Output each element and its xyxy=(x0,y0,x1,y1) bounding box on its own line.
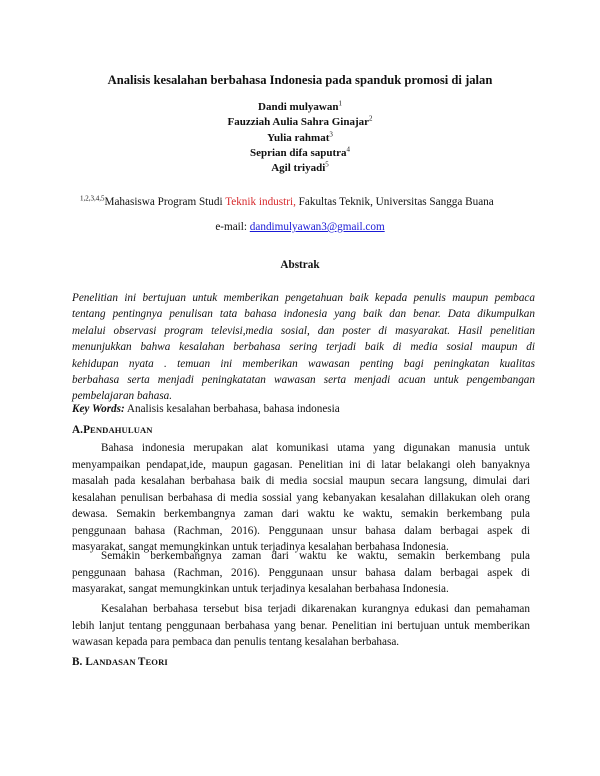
author-sup: 3 xyxy=(329,129,333,138)
affiliation-sup: 1,2,3,4,5 xyxy=(80,194,105,203)
paragraph-line: dewasa. Semakin berkembangnya zaman dari waktu ke waktu, semakin berkembang pula xyxy=(72,508,530,520)
section-heading-b xyxy=(72,656,168,668)
affiliation-program: Teknik industri, xyxy=(225,196,296,208)
abstract-body xyxy=(72,290,535,405)
abstract-line: menunjukkan bahwa kesalahan berbahasa sering terjadi baik di media sosial maupun di xyxy=(72,341,535,354)
author-sup: 1 xyxy=(338,99,342,108)
section-b-rest: EORI xyxy=(145,657,168,667)
paragraph-line: kesalahan penulisan berbahasa di media sossial yang kebanyakan kesalahan dillakukan oleh orang xyxy=(72,491,530,504)
paragraph-3 xyxy=(72,601,530,651)
keywords-text: Analisis kesalahan berbahasa, bahasa indonesia xyxy=(124,403,340,415)
section-b-mid: ANDASAN xyxy=(92,657,138,667)
paragraph-line: penggunaan bahasa (Rachman, 2016). Penggunaan unsur bahasa dalam berbagai aspek di xyxy=(72,566,530,579)
affiliation xyxy=(80,196,494,208)
affiliation-suffix: Fakultas Teknik, Universitas Sangga Buana xyxy=(295,196,494,208)
author-name: Yulia rahmat xyxy=(267,131,330,144)
author-5 xyxy=(0,161,600,176)
paragraph-line: masalah pada kesalahan berbahasa baik di media socsial maupun secara langsung, dimulai dari xyxy=(72,475,530,487)
abstract-line: melalui observasi program televisi,media sosial, dan poster di masyarakat. Hasil penelitian xyxy=(72,324,535,337)
paragraph-line: penggunaan bahasa (Rachman, 2016). Penggunaan unsur bahasa dalam berbagai aspek di xyxy=(72,524,530,537)
author-sup: 4 xyxy=(346,145,351,154)
author-name: Seprian difa saputra xyxy=(249,146,347,159)
author-4 xyxy=(0,146,600,161)
email-label: e-mail: xyxy=(215,221,250,233)
author-list xyxy=(0,100,600,176)
abstract-line: berbahasa serta menjadi peningkatatan wawasan serta menjadi acuan untuk pengembangan xyxy=(72,374,535,387)
paragraph-line: wawasan kepada para pembaca dan penulis tentang kesalahan berbahasa. xyxy=(72,636,400,648)
author-3 xyxy=(0,131,600,146)
author-sup: 5 xyxy=(325,160,329,169)
section-a-prefix: A.P xyxy=(72,424,91,436)
email-link[interactable]: dandimulyawan3@gmail.com xyxy=(249,221,385,233)
author-name: Dandi mulyawan xyxy=(258,101,339,113)
paragraph-line: Semakin berkembangnya zaman dari waktu ke waktu, semakin berkembang pula xyxy=(101,550,530,562)
paragraph-line: Kesalahan berbahasa tersebut bisa terjadi dikarenakan kurangnya edukasi dan pemahaman xyxy=(101,603,530,615)
paper-title: Analisis kesalahan berbahasa Indonesia pada spanduk promosi di jalan xyxy=(107,73,493,87)
abstract-line: pembelajaran bahasa. xyxy=(72,390,173,403)
keywords xyxy=(72,403,340,415)
section-b-t: T xyxy=(137,656,146,668)
abstract-line: Penelitian ini bertujuan untuk memberikan pengetahuan baik kepada penulis maupun pembaca xyxy=(72,292,535,304)
section-heading-a xyxy=(72,424,153,436)
abstract-line: kehidupan nyata . temuan ini memberikan wawasan penting bagi peningkatan kualitas xyxy=(72,357,535,370)
author-1 xyxy=(0,100,600,115)
paragraph-line: menyampaikan pendapat,ide, maupun gagasan. Penelitian ini di latar belakangi oleh banyaknya xyxy=(72,458,530,471)
author-name: Agil triyadi xyxy=(271,162,326,175)
affiliation-prefix: Mahasiswa Program Studi xyxy=(104,196,226,208)
paragraph-line: masyarakat, sangat memungkinkan untuk terjadinya kesalahan berbahasa Indonesia. xyxy=(72,541,449,553)
abstract-line: tentang pentingnya penulisan tata bahasa indonesia yang baik dan benar. Data dikumpulkan xyxy=(72,308,535,321)
paragraph-2 xyxy=(72,548,530,598)
keywords-label: Key Words: xyxy=(72,403,125,415)
section-b-prefix: B. L xyxy=(72,656,93,668)
paragraph-line: masyarakat, sangat memungkinkan untuk terjadinya kesalahan berbahasa Indonesia. xyxy=(72,583,449,595)
abstract-heading: Abstrak xyxy=(280,259,320,271)
paragraph-line: Bahasa indonesia merupakan alat komunikasi utama yang digunakan manusia untuk xyxy=(101,442,530,454)
section-a-rest: ENDAHULUAN xyxy=(90,425,153,435)
author-name: Fauzziah Aulia Sahra Ginajar xyxy=(227,116,369,129)
author-2 xyxy=(0,115,600,130)
paragraph-line: lebih lanjut tentang penggunaan berbahasa yang benar. Penelitian ini bertujuan untuk memberikan xyxy=(72,619,530,632)
email-line xyxy=(0,221,600,233)
author-sup: 2 xyxy=(369,114,373,123)
paragraph-1 xyxy=(72,440,530,556)
